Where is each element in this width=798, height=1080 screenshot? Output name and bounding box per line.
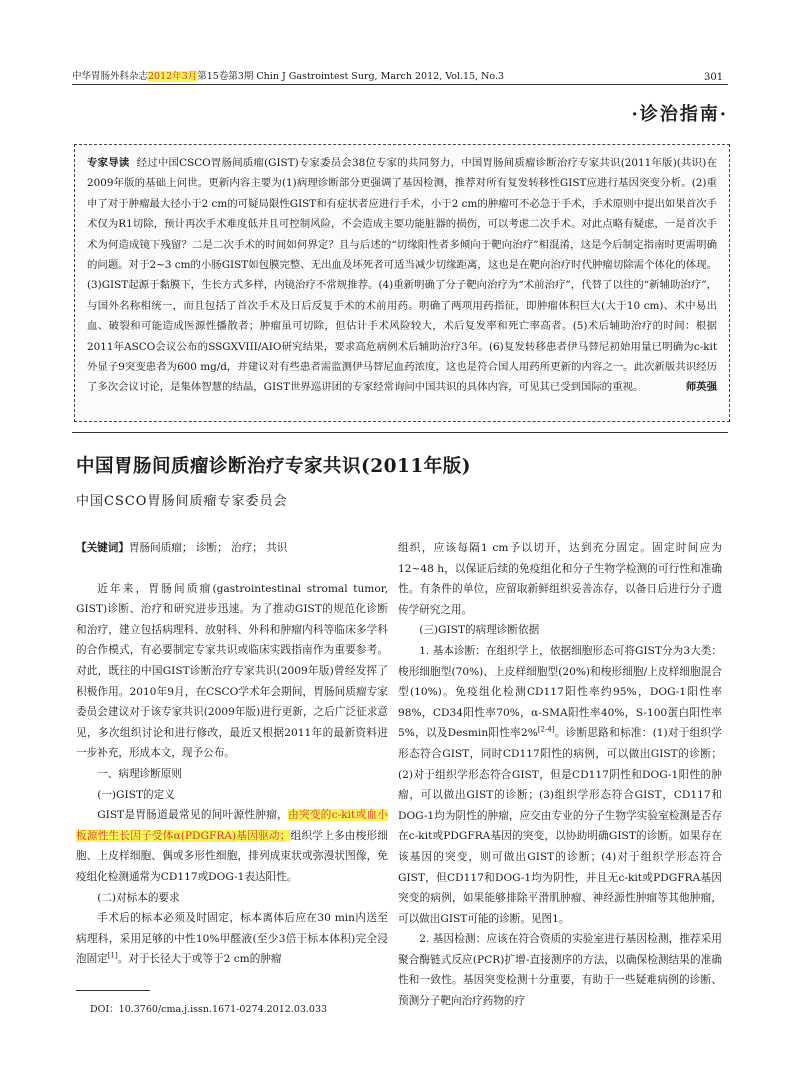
subsection-heading: (三)GIST的病理诊断依据 (419, 624, 540, 637)
right-column (398, 538, 722, 1012)
doi-footnote: DOI：10.3760/cma.j.issn.1671-0274.2012.03.033 (90, 1004, 328, 1015)
highlighted-date: 2012年3月 (148, 71, 198, 82)
specimen-text-tail: 。对于长径大于或等于2 cm的肿瘤 (117, 953, 282, 966)
column-title: ·诊治指南· (631, 104, 728, 125)
definition-text-end: 组织学上多由梭形细胞、上皮样细胞、偶或多形性细胞，排列成束状或弥漫状图像，免疫组化检测通常为CD117或DOG-1表达阳性。 (76, 829, 388, 883)
diagnosis-text-after: 。诊断思路和标准：(1)对于组织学形态符合GIST，同时CD117阳性的病例，可以做出GIST的诊断；(2)对于组织学形态符合GIST，但是CD117阴性和DOG-1阳性的肿瘤，可以做出GIST的诊断；(3)组织学形态符合GIST，CD117和DOG-1均为阴性的肿瘤，应交由专业的分子生物学实验室检测是否存在c-kit或PDGFRA基因的突变，以协助明确GIST的诊断。如果存在该基因的突变，则可做出GIST的诊断；(4)对于组织学形态符合GIST，但CD117和DOG-1均为阴性，并且无c-kit或PDGFRA基因突变的病例，如果能够排除平滑肌肿瘤、神经源性肿瘤等其他肿瘤，可以做出GIST可能的诊断。见图1。 (398, 727, 722, 925)
article-authors: 中国CSCO胃肠间质瘤专家委员会 (76, 494, 288, 509)
citation-ref: [1] (107, 951, 118, 960)
editor-note-body: 经过中国CSCO胃肠间质瘤(GIST)专家委员会38位专家的共同努力，中国胃肠间质瘤诊断治疗专家共识(2011年版)(共识)在2009年版的基础上问世。更新内容主要为(1)病理诊断部分更强调了基因检测，推荐对所有复发转移性GIST应进行基因突变分析。(2)重申了对于肿瘤最大径小于2 cm的可疑局限性GIST和有症状者应进行手术，小于2 cm的肿瘤可不必急于手术，手术原则中提出如果首次手术仅为R1切除，预计再次手术难度低并且可控制风险，不会造成主要功能脏器的损伤，可以考虑二次手术。对此点略有疑虑，一是首次手术为何造成镜下残留？二是二次手术的时间如何界定？且与后述的“切缘阳性者多倾向于靶向治疗”相混淆，这是今后制定指南时更需明确的问题。对于2~3 cm的小肠GIST如包膜完整、无出血及坏死者可适当减少切缘距离，这也是在靶向治疗时代肿瘤切除需个体化的体现。(3)GIST起源于黏膜下，生长方式多样，内镜治疗不常规推荐。(4)重新明确了分子靶向治疗为“术前治疗”，代替了以往的“新辅助治疗”，与国外名称相统一，而且包括了首次手术及日后反复手术的术前用药。明确了两项用药指征，即肿瘤体积巨大(大于10 cm)、术中易出血、破裂和可能造成医源性播散者；肿瘤虽可切除，但估计手术风险较大，术后复发率和死亡率高者。(5)术后辅助治疗的时间：根据2011年ASCO会议公布的SSGXVIII/AIO研究结果，要求高危病例术后辅助治疗3年。(6)复发转移患者伊马替尼初始用量已明确为c-kit外显子9突变患者为600 mg/d，并建议对有些患者需监测伊马替尼血药浓度，这也是符合国人用药所更新的内容之一。此次新版共识经历了多次会议讨论，是集体智慧的结晶，GIST世界巡讲团的专家经常询问中国共识的具体内容，可见其已受到国际的重视。 (87, 157, 717, 394)
footnote-divider (76, 990, 150, 991)
subsection-heading: (一)GIST的定义 (97, 788, 175, 801)
citation-ref: [2-4] (537, 725, 555, 734)
page-number: 301 (704, 72, 724, 83)
editor-note-label: 专家导读 (87, 157, 130, 169)
article-title: 中国胃肠间质瘤诊断治疗专家共识(2011年版) (76, 456, 471, 477)
diagnosis-paragraph (398, 641, 722, 929)
highlighted-text: 由突变的c-kit或血小板源性生长因子受体α(PDGFRA)基因驱动； (76, 809, 388, 842)
keywords-label: 【关键词】 (76, 542, 129, 554)
specimen-text: 手术后的标本必须及时固定，标本离体后应在30 min内送至病理科，采用足够的中性10%甲醛液(至少3倍于标本体积)完全浸泡固定 (76, 912, 388, 966)
header-divider (72, 84, 728, 85)
journal-issue: 第15卷第3期 Chin J Gastrointest Surg, March 2012, Vol.15, No.3 (197, 71, 505, 82)
title-divider (72, 432, 728, 433)
section-heading: 一、病理诊断原则 (97, 767, 182, 780)
left-column (76, 538, 388, 970)
keywords (76, 538, 388, 559)
specimen-paragraph (76, 908, 388, 970)
definition-text-start: GIST是胃肠道最常见的间叶源性肿瘤， (97, 809, 289, 822)
running-header (72, 68, 732, 82)
editor-signature: 师英强 (685, 381, 717, 394)
fixation-paragraph: 组织，应该每隔1 cm予以切开，达到充分固定。固定时间应为12~48 h，以保证后续的免疫组化和分子生物学检测的可行性和准确性。有条件的单位，应留取新鲜组织妥善冻存，以备日后进行分子遗传学研究之用。 (398, 542, 722, 616)
editor-note-box (74, 144, 730, 422)
keywords-text: 胃肠间质瘤； 诊断； 治疗； 共识 (128, 542, 288, 554)
subsection-heading: (二)对标本的要求 (97, 891, 180, 904)
journal-name: 中华胃肠外科杂志 (72, 71, 149, 82)
intro-paragraph: 近年来，胃肠间质瘤(gastrointestinal stromal tumor, GIST)诊断、治疗和研究进步迅速。为了推动GIST的规范化诊断和治疗，建立包括病理科、放射科、外科和肿瘤内科等临床多学科的合作模式，有必要制定专家共识或临床实践指南作为重要参考。对此，既往的中国GIST诊断治疗专家共识(2009年版)曾经发挥了积极作用。2010年9月，在CSCO学术年会期间，胃肠间质瘤专家委员会建议对于该专家共识(2009年版)进行更新，之后广泛征求意见，多次组织讨论和进行修改，最近又根据2011年的最新资料进一步补充，形成本文，现予公布。 (76, 582, 388, 760)
definition-paragraph (76, 805, 388, 887)
spacer (76, 559, 388, 579)
diagnosis-text: 1. 基本诊断：在组织学上，依据细胞形态可将GIST分为3大类：梭形细胞型(70%)、上皮样细胞型(20%)和梭形细胞/上皮样细胞混合型(10%)。免疫组化检测CD117阳性率约95%，DOG-1阳性率98%，CD34阳性率70%，α-SMA阳性率40%，S-100蛋白阳性率5%，以及Desmin阳性率2% (398, 644, 722, 740)
gene-testing-paragraph: 2. 基因检测：应该在符合资质的实验室进行基因检测，推荐采用聚合酶链式反应(PCR)扩增-直接测序的方法，以确保检测结果的准确性和一致性。基因突变检测十分重要，有助于一些疑难病例的诊断、预测分子靶向治疗药物的疗 (398, 933, 722, 1008)
